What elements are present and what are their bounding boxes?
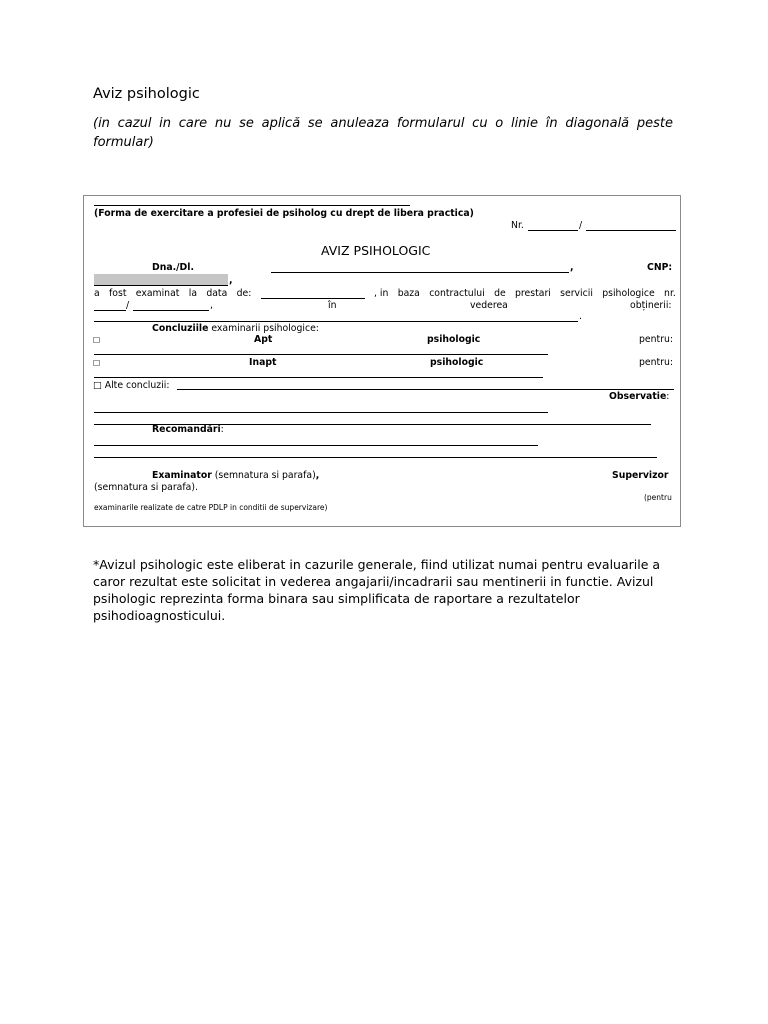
dna-dl-label: Dna./Dl. bbox=[152, 262, 194, 273]
pdlp-note: examinarile realizate de catre PDLP in conditii de supervizare) bbox=[94, 503, 328, 512]
inapt-psihologic: psihologic bbox=[430, 357, 484, 368]
apt-psihologic: psihologic bbox=[427, 334, 481, 345]
observatie-colon: : bbox=[666, 391, 670, 402]
apt-label: Apt bbox=[254, 334, 273, 345]
examinator-comma: , bbox=[315, 470, 320, 481]
w-obtinerii: obținerii: bbox=[630, 300, 672, 311]
instructions-note: (in cazul in care nu se aplică se anuleaza formularul cu o linie în diagonală peste formular) bbox=[93, 116, 673, 150]
w-examinat: examinat bbox=[135, 288, 180, 299]
forma-exercitare-label: (Forma de exercitare a profesiei de psiholog cu drept de libera practica) bbox=[94, 208, 474, 219]
examinator-text: Examinator bbox=[152, 470, 212, 481]
w-de: de: bbox=[236, 288, 252, 299]
examinator-note: (semnatura si parafa) bbox=[211, 470, 316, 481]
contract-date-field[interactable] bbox=[133, 310, 209, 311]
inapt-label: Inapt bbox=[249, 357, 277, 368]
cnp-text: CNP bbox=[647, 262, 669, 273]
alte-concluzii-field[interactable] bbox=[177, 389, 674, 390]
aviz-title: AVIZ PSIHOLOGIC bbox=[321, 243, 431, 258]
recomandari-text: Recomandări bbox=[152, 424, 221, 435]
semnatura-label: (semnatura si parafa). bbox=[94, 482, 198, 493]
nr-label: Nr. bbox=[511, 220, 524, 231]
examinator-label bbox=[152, 470, 319, 481]
nr-date-field[interactable] bbox=[586, 230, 676, 231]
w-baza: baza bbox=[397, 288, 420, 299]
name-comma: , bbox=[570, 262, 574, 273]
w-de2: de bbox=[494, 288, 506, 299]
w-contractului: contractului bbox=[429, 288, 485, 299]
alte-concluzii-label: □ Alte concluzii: bbox=[93, 380, 170, 391]
w-prestari: prestari bbox=[515, 288, 551, 299]
contract-sep: / bbox=[126, 300, 130, 311]
observatie-text: Observatie bbox=[609, 391, 667, 402]
cnp-label bbox=[647, 262, 672, 273]
purpose-field[interactable] bbox=[94, 321, 578, 322]
nr-field[interactable] bbox=[528, 230, 578, 231]
recomandari-label bbox=[152, 424, 224, 435]
name-field[interactable] bbox=[271, 272, 569, 273]
aviz-form bbox=[83, 195, 681, 527]
w-in-vederea: în bbox=[328, 300, 337, 311]
exam-date-field[interactable] bbox=[261, 289, 365, 299]
purpose-period: . bbox=[579, 311, 582, 322]
observatie-label bbox=[609, 391, 669, 402]
cnp-field[interactable] bbox=[94, 274, 228, 285]
recomandari-field-2[interactable] bbox=[94, 457, 657, 458]
w-data: data bbox=[206, 288, 228, 299]
w-in: , in bbox=[373, 288, 389, 299]
observatie-field-1[interactable] bbox=[94, 412, 548, 413]
concluziile-rest: examinarii psihologice: bbox=[208, 323, 319, 334]
apt-field[interactable] bbox=[94, 354, 548, 355]
inapt-pentru: pentru: bbox=[639, 357, 674, 368]
page-title: Aviz psihologic bbox=[93, 86, 200, 102]
w-vederea: vederea bbox=[470, 300, 508, 311]
w-fost: fost bbox=[109, 288, 127, 299]
recomandari-colon: : bbox=[220, 424, 224, 435]
w-a: a bbox=[94, 288, 100, 299]
cnp-colon: : bbox=[668, 262, 673, 273]
nr-sep: / bbox=[579, 220, 583, 231]
inapt-field[interactable] bbox=[94, 377, 543, 378]
form-top-line bbox=[94, 205, 410, 206]
concluziile-label bbox=[152, 323, 319, 334]
w-la: la bbox=[188, 288, 198, 299]
contract-nr-field[interactable] bbox=[94, 310, 126, 311]
cnp-comma: , bbox=[229, 275, 233, 286]
w-servicii: servicii bbox=[560, 288, 593, 299]
pentru-paren: (pentru bbox=[644, 493, 672, 502]
footnote: *Avizul psihologic este eliberat in cazurile generale, fiind utilizat numai pentru evaluarile a caror rezultat este solicitat in vederea angajarii/incadrarii sau mentinerii in functie. Avizul psihologic reprezinta forma binara sau simplificata de raportare a rezultatelor psihodioagnosticului. bbox=[93, 557, 661, 623]
w-psihologice: psihologice bbox=[602, 288, 655, 299]
inapt-checkbox[interactable]: □ bbox=[93, 358, 101, 367]
supervizor-label: Supervizor bbox=[612, 470, 669, 481]
contract-comma: , bbox=[210, 300, 213, 311]
apt-checkbox[interactable]: □ bbox=[93, 335, 101, 344]
examinat-line bbox=[94, 288, 676, 299]
concluziile-bold: Concluziile bbox=[152, 323, 209, 334]
cnp-underline bbox=[94, 285, 228, 286]
apt-pentru: pentru: bbox=[639, 334, 674, 345]
recomandari-field-1[interactable] bbox=[94, 445, 538, 446]
w-nr: nr. bbox=[664, 288, 676, 299]
